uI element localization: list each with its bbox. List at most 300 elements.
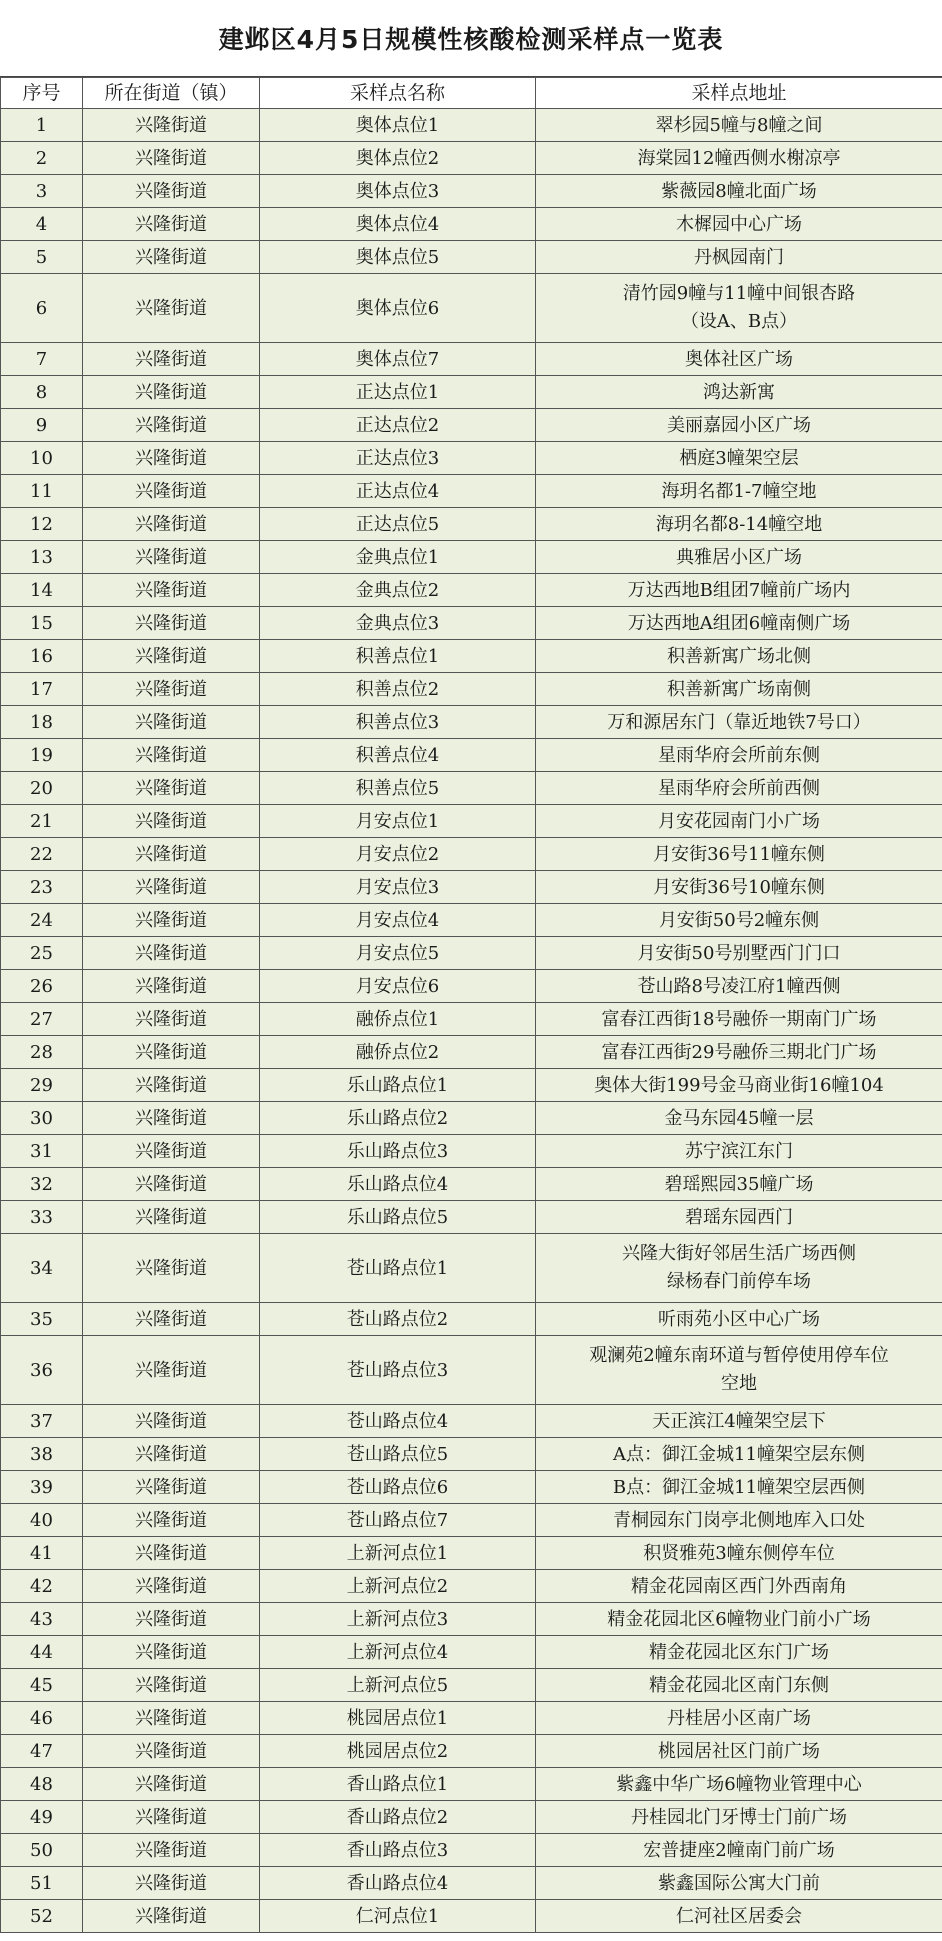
cell-site-name: 上新河点位2 <box>260 1570 536 1603</box>
cell-site-name: 乐山路点位5 <box>260 1201 536 1234</box>
cell-street: 兴隆街道 <box>83 970 260 1003</box>
address-line: 碧瑶熙园35幢广场 <box>664 1173 814 1195</box>
table-row <box>1 1201 942 1234</box>
cell-address <box>536 274 942 343</box>
address-line: 清竹园9幢与11幢中间银杏路 <box>622 283 856 304</box>
cell-street: 兴隆街道 <box>83 805 260 838</box>
cell-site-name: 积善点位2 <box>260 673 536 706</box>
cell-street: 兴隆街道 <box>83 109 260 142</box>
cell-street: 兴隆街道 <box>83 1036 260 1069</box>
cell-site-name: 正达点位1 <box>260 376 536 409</box>
cell-no: 12 <box>1 508 83 541</box>
cell-street: 兴隆街道 <box>83 1069 260 1102</box>
cell-no: 4 <box>1 208 83 241</box>
address-line: 积善新寓广场北侧 <box>667 645 811 667</box>
cell-site-name: 月安点位3 <box>260 871 536 904</box>
cell-no: 24 <box>1 904 83 937</box>
cell-site-name: 奥体点位1 <box>260 109 536 142</box>
cell-street: 兴隆街道 <box>83 838 260 871</box>
cell-site-name: 融侨点位1 <box>260 1003 536 1036</box>
table-row <box>1 274 942 343</box>
table-row <box>1 1168 942 1201</box>
cell-address <box>536 673 942 706</box>
cell-site-name: 奥体点位3 <box>260 175 536 208</box>
cell-street: 兴隆街道 <box>83 1537 260 1570</box>
address-line: 紫鑫国际公寓大门前 <box>658 1872 820 1894</box>
address-line: 富春江西街18号融侨一期南门广场 <box>601 1008 877 1030</box>
cell-address <box>536 409 942 442</box>
cell-site-name: 融侨点位2 <box>260 1036 536 1069</box>
cell-street: 兴隆街道 <box>83 1669 260 1702</box>
cell-address <box>536 1636 942 1669</box>
cell-address <box>536 241 942 274</box>
table-row <box>1 1768 942 1801</box>
address-line: 海棠园12幢西侧水榭凉亭 <box>637 147 841 169</box>
cell-address <box>536 805 942 838</box>
cell-no: 36 <box>1 1336 83 1405</box>
cell-street: 兴隆街道 <box>83 1768 260 1801</box>
table-row <box>1 607 942 640</box>
cell-street: 兴隆街道 <box>83 1234 260 1303</box>
cell-address <box>536 1867 942 1900</box>
table-row <box>1 1135 942 1168</box>
table-row <box>1 970 942 1003</box>
cell-address <box>536 442 942 475</box>
address-line: 月安街36号10幢东侧 <box>653 876 825 898</box>
cell-street: 兴隆街道 <box>83 1603 260 1636</box>
address-line: 苏宁滨江东门 <box>685 1140 793 1162</box>
address-line: A点：御江金城11幢架空层东侧 <box>613 1443 865 1465</box>
cell-no: 34 <box>1 1234 83 1303</box>
cell-street: 兴隆街道 <box>83 409 260 442</box>
sampling-points-table <box>0 77 942 1933</box>
cell-no: 47 <box>1 1735 83 1768</box>
cell-street: 兴隆街道 <box>83 1303 260 1336</box>
table-row <box>1 541 942 574</box>
table-row <box>1 1669 942 1702</box>
cell-site-name: 正达点位5 <box>260 508 536 541</box>
cell-site-name: 金典点位2 <box>260 574 536 607</box>
cell-site-name: 上新河点位3 <box>260 1603 536 1636</box>
cell-address <box>536 475 942 508</box>
table-row <box>1 1570 942 1603</box>
cell-address <box>536 142 942 175</box>
title-bar <box>0 0 942 77</box>
address-line: 精金花园北区6幢物业门前小广场 <box>607 1608 871 1630</box>
cell-address <box>536 1003 942 1036</box>
address-line: 紫鑫中华广场6幢物业管理中心 <box>616 1773 862 1795</box>
cell-site-name: 上新河点位5 <box>260 1669 536 1702</box>
cell-no: 14 <box>1 574 83 607</box>
cell-address <box>536 838 942 871</box>
address-line: 鸿达新寓 <box>703 381 775 403</box>
cell-address <box>536 1405 942 1438</box>
cell-site-name: 桃园居点位2 <box>260 1735 536 1768</box>
cell-address <box>536 607 942 640</box>
table-row <box>1 208 942 241</box>
cell-address <box>536 706 942 739</box>
table-row <box>1 241 942 274</box>
cell-address <box>536 739 942 772</box>
cell-no: 35 <box>1 1303 83 1336</box>
cell-street: 兴隆街道 <box>83 937 260 970</box>
address-line-2: （设A、B点） <box>680 311 798 332</box>
table-row <box>1 1603 942 1636</box>
cell-address <box>536 541 942 574</box>
cell-site-name: 奥体点位2 <box>260 142 536 175</box>
cell-no: 1 <box>1 109 83 142</box>
cell-no: 19 <box>1 739 83 772</box>
cell-no: 50 <box>1 1834 83 1867</box>
address-line: 万达西地A组团6幢南侧广场 <box>627 612 851 634</box>
cell-no: 16 <box>1 640 83 673</box>
cell-site-name: 金典点位1 <box>260 541 536 574</box>
table-row <box>1 1336 942 1405</box>
cell-street: 兴隆街道 <box>83 1135 260 1168</box>
address-line: 精金花园北区东门广场 <box>649 1641 829 1663</box>
table-row <box>1 343 942 376</box>
cell-address <box>536 1036 942 1069</box>
table-row <box>1 442 942 475</box>
cell-address <box>536 1201 942 1234</box>
address-line: 月安街50号2幢东侧 <box>658 909 820 931</box>
cell-address <box>536 1669 942 1702</box>
cell-site-name: 月安点位5 <box>260 937 536 970</box>
cell-address <box>536 871 942 904</box>
cell-street: 兴隆街道 <box>83 1471 260 1504</box>
cell-street: 兴隆街道 <box>83 739 260 772</box>
cell-no: 2 <box>1 142 83 175</box>
address-line: 青桐园东门岗亭北侧地库入口处 <box>613 1509 865 1531</box>
address-line: 星雨华府会所前东侧 <box>658 744 820 766</box>
cell-street: 兴隆街道 <box>83 1168 260 1201</box>
cell-no: 43 <box>1 1603 83 1636</box>
address-line: 苍山路8号凌江府1幢西侧 <box>637 975 841 997</box>
cell-no: 9 <box>1 409 83 442</box>
address-line: 万达西地B组团7幢前广场内 <box>627 579 851 601</box>
address-line: 海玥名都8-14幢空地 <box>655 513 823 535</box>
cell-no: 3 <box>1 175 83 208</box>
cell-street: 兴隆街道 <box>83 541 260 574</box>
cell-no: 18 <box>1 706 83 739</box>
cell-address <box>536 175 942 208</box>
cell-address <box>536 1234 942 1303</box>
cell-no: 21 <box>1 805 83 838</box>
cell-address <box>536 1570 942 1603</box>
address-line: 天正滨江4幢架空层下 <box>652 1410 826 1432</box>
table-row <box>1 1036 942 1069</box>
cell-address <box>536 1504 942 1537</box>
cell-street: 兴隆街道 <box>83 607 260 640</box>
cell-street: 兴隆街道 <box>83 1003 260 1036</box>
cell-site-name: 香山路点位1 <box>260 1768 536 1801</box>
cell-no: 44 <box>1 1636 83 1669</box>
address-line: 丹桂园北门牙博士门前广场 <box>631 1806 847 1828</box>
header-no: 序号 <box>1 78 83 109</box>
cell-no: 13 <box>1 541 83 574</box>
table-body <box>1 109 942 1933</box>
table-row <box>1 1735 942 1768</box>
cell-street: 兴隆街道 <box>83 442 260 475</box>
cell-address <box>536 208 942 241</box>
cell-address <box>536 1069 942 1102</box>
table-row <box>1 739 942 772</box>
cell-no: 31 <box>1 1135 83 1168</box>
cell-site-name: 月安点位4 <box>260 904 536 937</box>
cell-street: 兴隆街道 <box>83 142 260 175</box>
cell-site-name: 苍山路点位7 <box>260 1504 536 1537</box>
cell-no: 22 <box>1 838 83 871</box>
cell-site-name: 香山路点位3 <box>260 1834 536 1867</box>
cell-street: 兴隆街道 <box>83 1570 260 1603</box>
cell-street: 兴隆街道 <box>83 772 260 805</box>
cell-address <box>536 376 942 409</box>
header-site-name: 采样点名称 <box>260 78 536 109</box>
table-row <box>1 706 942 739</box>
address-line: 月安街50号别墅西门门口 <box>637 942 841 964</box>
address-line: 兴隆大街好邻居生活广场西侧 <box>622 1243 856 1264</box>
address-line: 美丽嘉园小区广场 <box>667 414 811 436</box>
cell-site-name: 苍山路点位5 <box>260 1438 536 1471</box>
table-row <box>1 1471 942 1504</box>
cell-street: 兴隆街道 <box>83 1405 260 1438</box>
table-row <box>1 1801 942 1834</box>
address-line: 宏普捷座2幢南门前广场 <box>643 1839 835 1861</box>
address-line: 紫薇园8幢北面广场 <box>661 180 817 202</box>
cell-street: 兴隆街道 <box>83 1504 260 1537</box>
cell-site-name: 苍山路点位4 <box>260 1405 536 1438</box>
cell-site-name: 香山路点位2 <box>260 1801 536 1834</box>
table-row <box>1 640 942 673</box>
address-line: 丹枫园南门 <box>694 246 784 268</box>
cell-no: 51 <box>1 1867 83 1900</box>
address-line: 碧瑶东园西门 <box>685 1206 793 1228</box>
cell-no: 25 <box>1 937 83 970</box>
cell-street: 兴隆街道 <box>83 1102 260 1135</box>
table-row <box>1 1405 942 1438</box>
cell-site-name: 乐山路点位1 <box>260 1069 536 1102</box>
cell-address <box>536 1135 942 1168</box>
table-row <box>1 1003 942 1036</box>
cell-street: 兴隆街道 <box>83 673 260 706</box>
cell-site-name: 苍山路点位2 <box>260 1303 536 1336</box>
cell-address <box>536 1702 942 1735</box>
address-line: 积贤雅苑3幢东侧停车位 <box>643 1542 835 1564</box>
cell-street: 兴隆街道 <box>83 208 260 241</box>
address-line: 典雅居小区广场 <box>676 546 802 568</box>
cell-address <box>536 904 942 937</box>
page-title: 建邺区4月5日规模性核酸检测采样点一览表 <box>218 25 724 54</box>
table-row <box>1 376 942 409</box>
address-line: 精金花园北区南门东侧 <box>649 1674 829 1696</box>
cell-site-name: 桃园居点位1 <box>260 1702 536 1735</box>
cell-site-name: 奥体点位7 <box>260 343 536 376</box>
table-row <box>1 904 942 937</box>
address-line: 月安花园南门小广场 <box>658 810 820 832</box>
cell-address <box>536 1801 942 1834</box>
cell-street: 兴隆街道 <box>83 475 260 508</box>
cell-site-name: 月安点位2 <box>260 838 536 871</box>
table-row <box>1 1537 942 1570</box>
cell-street: 兴隆街道 <box>83 706 260 739</box>
table-row <box>1 1834 942 1867</box>
cell-no: 46 <box>1 1702 83 1735</box>
cell-street: 兴隆街道 <box>83 1900 260 1933</box>
cell-site-name: 正达点位3 <box>260 442 536 475</box>
cell-street: 兴隆街道 <box>83 904 260 937</box>
cell-address <box>536 1102 942 1135</box>
cell-no: 7 <box>1 343 83 376</box>
address-line: 听雨苑小区中心广场 <box>658 1308 820 1330</box>
cell-address <box>536 343 942 376</box>
cell-no: 8 <box>1 376 83 409</box>
table-row <box>1 805 942 838</box>
cell-address <box>536 1336 942 1405</box>
cell-site-name: 金典点位3 <box>260 607 536 640</box>
address-line: 积善新寓广场南侧 <box>667 678 811 700</box>
cell-no: 42 <box>1 1570 83 1603</box>
cell-no: 48 <box>1 1768 83 1801</box>
cell-address <box>536 1603 942 1636</box>
table-row <box>1 673 942 706</box>
cell-site-name: 上新河点位1 <box>260 1537 536 1570</box>
address-line: 星雨华府会所前西侧 <box>658 777 820 799</box>
cell-address <box>536 1834 942 1867</box>
cell-address <box>536 1471 942 1504</box>
cell-site-name: 积善点位1 <box>260 640 536 673</box>
cell-address <box>536 1168 942 1201</box>
address-line: 奥体大街199号金马商业街16幢104 <box>594 1074 884 1096</box>
cell-address <box>536 1900 942 1933</box>
cell-no: 40 <box>1 1504 83 1537</box>
cell-no: 52 <box>1 1900 83 1933</box>
cell-address <box>536 772 942 805</box>
cell-address <box>536 970 942 1003</box>
table-row <box>1 1234 942 1303</box>
cell-no: 10 <box>1 442 83 475</box>
table-row <box>1 1702 942 1735</box>
cell-site-name: 乐山路点位4 <box>260 1168 536 1201</box>
cell-street: 兴隆街道 <box>83 1834 260 1867</box>
cell-address <box>536 937 942 970</box>
cell-no: 6 <box>1 274 83 343</box>
address-line: 桃园居社区门前广场 <box>658 1740 820 1762</box>
cell-street: 兴隆街道 <box>83 574 260 607</box>
cell-no: 38 <box>1 1438 83 1471</box>
cell-no: 32 <box>1 1168 83 1201</box>
address-line: 仁河社区居委会 <box>676 1905 802 1927</box>
cell-no: 41 <box>1 1537 83 1570</box>
cell-site-name: 上新河点位4 <box>260 1636 536 1669</box>
cell-site-name: 苍山路点位1 <box>260 1234 536 1303</box>
cell-address <box>536 640 942 673</box>
cell-no: 26 <box>1 970 83 1003</box>
address-line: 万和源居东门（靠近地铁7号口） <box>607 711 871 733</box>
cell-site-name: 乐山路点位2 <box>260 1102 536 1135</box>
table-row <box>1 1867 942 1900</box>
header-address: 采样点地址 <box>536 78 942 109</box>
table-row <box>1 1636 942 1669</box>
cell-site-name: 奥体点位4 <box>260 208 536 241</box>
cell-address <box>536 508 942 541</box>
cell-street: 兴隆街道 <box>83 376 260 409</box>
cell-street: 兴隆街道 <box>83 1336 260 1405</box>
table-row <box>1 508 942 541</box>
address-line-2: 空地 <box>721 1373 757 1394</box>
address-line: 精金花园南区西门外西南角 <box>631 1575 847 1597</box>
table-row <box>1 1504 942 1537</box>
cell-site-name: 仁河点位1 <box>260 1900 536 1933</box>
cell-no: 45 <box>1 1669 83 1702</box>
header-street: 所在街道（镇） <box>83 78 260 109</box>
cell-no: 29 <box>1 1069 83 1102</box>
table-row <box>1 175 942 208</box>
cell-no: 5 <box>1 241 83 274</box>
table-row <box>1 475 942 508</box>
cell-site-name: 苍山路点位3 <box>260 1336 536 1405</box>
address-line: 月安街36号11幢东侧 <box>653 843 825 865</box>
cell-site-name: 乐山路点位3 <box>260 1135 536 1168</box>
cell-no: 39 <box>1 1471 83 1504</box>
cell-address <box>536 1303 942 1336</box>
cell-site-name: 积善点位4 <box>260 739 536 772</box>
address-line: 金马东园45幢一层 <box>664 1107 814 1129</box>
cell-street: 兴隆街道 <box>83 343 260 376</box>
address-line: 富春江西街29号融侨三期北门广场 <box>601 1041 877 1063</box>
cell-street: 兴隆街道 <box>83 508 260 541</box>
cell-address <box>536 1537 942 1570</box>
cell-street: 兴隆街道 <box>83 1636 260 1669</box>
cell-street: 兴隆街道 <box>83 1801 260 1834</box>
cell-site-name: 苍山路点位6 <box>260 1471 536 1504</box>
table-row <box>1 142 942 175</box>
table-row <box>1 1438 942 1471</box>
cell-address <box>536 1768 942 1801</box>
cell-street: 兴隆街道 <box>83 241 260 274</box>
cell-address <box>536 109 942 142</box>
cell-no: 15 <box>1 607 83 640</box>
table-row <box>1 109 942 142</box>
cell-site-name: 月安点位6 <box>260 970 536 1003</box>
cell-no: 28 <box>1 1036 83 1069</box>
table-row <box>1 574 942 607</box>
address-line: 翠杉园5幢与8幢之间 <box>655 114 823 136</box>
cell-street: 兴隆街道 <box>83 1735 260 1768</box>
cell-site-name: 奥体点位5 <box>260 241 536 274</box>
address-line: 奥体社区广场 <box>685 348 793 370</box>
cell-street: 兴隆街道 <box>83 871 260 904</box>
table-row <box>1 871 942 904</box>
address-line: B点：御江金城11幢架空层西侧 <box>612 1476 866 1498</box>
cell-site-name: 香山路点位4 <box>260 1867 536 1900</box>
cell-street: 兴隆街道 <box>83 274 260 343</box>
cell-site-name: 正达点位2 <box>260 409 536 442</box>
table-row <box>1 937 942 970</box>
table-row <box>1 1900 942 1933</box>
cell-no: 49 <box>1 1801 83 1834</box>
table-row <box>1 838 942 871</box>
address-line: 栖庭3幢架空层 <box>679 447 799 469</box>
table-row <box>1 1102 942 1135</box>
cell-address <box>536 1735 942 1768</box>
table-header-row <box>1 78 942 109</box>
cell-street: 兴隆街道 <box>83 640 260 673</box>
table-row <box>1 1303 942 1336</box>
cell-site-name: 积善点位3 <box>260 706 536 739</box>
cell-no: 33 <box>1 1201 83 1234</box>
cell-no: 23 <box>1 871 83 904</box>
cell-no: 30 <box>1 1102 83 1135</box>
